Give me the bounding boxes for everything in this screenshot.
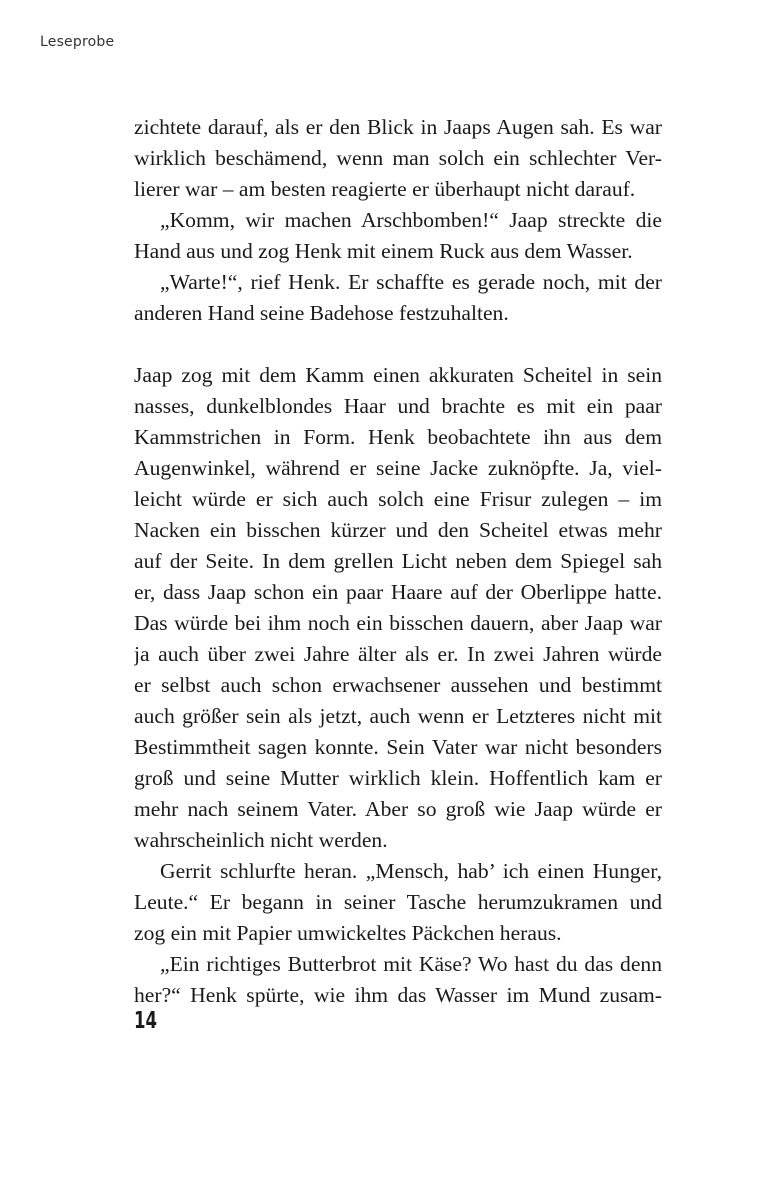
text-line: leicht würde er sich auch solch eine Frisur zulegen – im [134,487,662,511]
text-line: Hand aus und zog Henk mit einem Ruck aus dem Wasser. [134,239,633,263]
text-line: Bestimmtheit sagen konnte. Sein Vater war nicht besonders [134,735,662,759]
page-number: 14 [134,1008,158,1034]
text-line: Augenwinkel, während er seine Jacke zuknöpfte. Ja, viel- [134,456,662,480]
text-line: Jaap zog mit dem Kamm einen akkuraten Scheitel in sein [134,363,662,387]
text-line: wahrscheinlich nicht werden. [134,828,388,852]
section-break [134,329,662,360]
text-line: groß und seine Mutter wirklich klein. Hoffentlich kam er [134,766,662,790]
text-line: Kammstrichen in Form. Henk beobachtete ihn aus dem [134,425,662,449]
text-line: „Ein richtiges Butterbrot mit Käse? Wo hast du das denn [160,952,662,976]
text-line: er, dass Jaap schon ein paar Haare auf der Oberlippe hatte. [134,580,662,604]
text-line: Nacken ein bisschen kürzer und den Scheitel etwas mehr [134,518,662,542]
text-line: auf der Seite. In dem grellen Licht neben dem Spiegel sah [134,549,662,573]
body-text [134,112,662,1011]
text-line: anderen Hand seine Badehose festzuhalten. [134,301,509,325]
running-header: Leseprobe [40,34,115,50]
text-line: auch größer sein als jetzt, auch wenn er Letzteres nicht mit [134,704,662,728]
text-line: Gerrit schlurfte heran. „Mensch, hab’ ich einen Hunger, [160,859,662,883]
text-line: zog ein mit Papier umwickeltes Päckchen heraus. [134,921,562,945]
text-line: Leute.“ Er begann in seiner Tasche herumzukramen und [134,890,662,914]
text-line: „Warte!“, rief Henk. Er schaffte es gerade noch, mit der [160,270,662,294]
text-line: nasses, dunkelblondes Haar und brachte es mit ein paar [134,394,662,418]
text-line: her?“ Henk spürte, wie ihm das Wasser im Mund zusam- [134,983,662,1007]
text-line: zichtete darauf, als er den Blick in Jaaps Augen sah. Es war [134,115,662,139]
text-line: mehr nach seinem Vater. Aber so groß wie Jaap würde er [134,797,662,821]
text-line: ja auch über zwei Jahre älter als er. In zwei Jahren würde [134,642,662,666]
text-line: Das würde bei ihm noch ein bisschen dauern, aber Jaap war [134,611,662,635]
text-line: lierer war – am besten reagierte er überhaupt nicht darauf. [134,177,636,201]
text-line: er selbst auch schon erwachsener aussehen und bestimmt [134,673,662,697]
text-line: „Komm, wir machen Arschbomben!“ Jaap streckte die [160,208,662,232]
text-line: wirklich beschämend, wenn man solch ein schlechter Ver- [134,146,662,170]
